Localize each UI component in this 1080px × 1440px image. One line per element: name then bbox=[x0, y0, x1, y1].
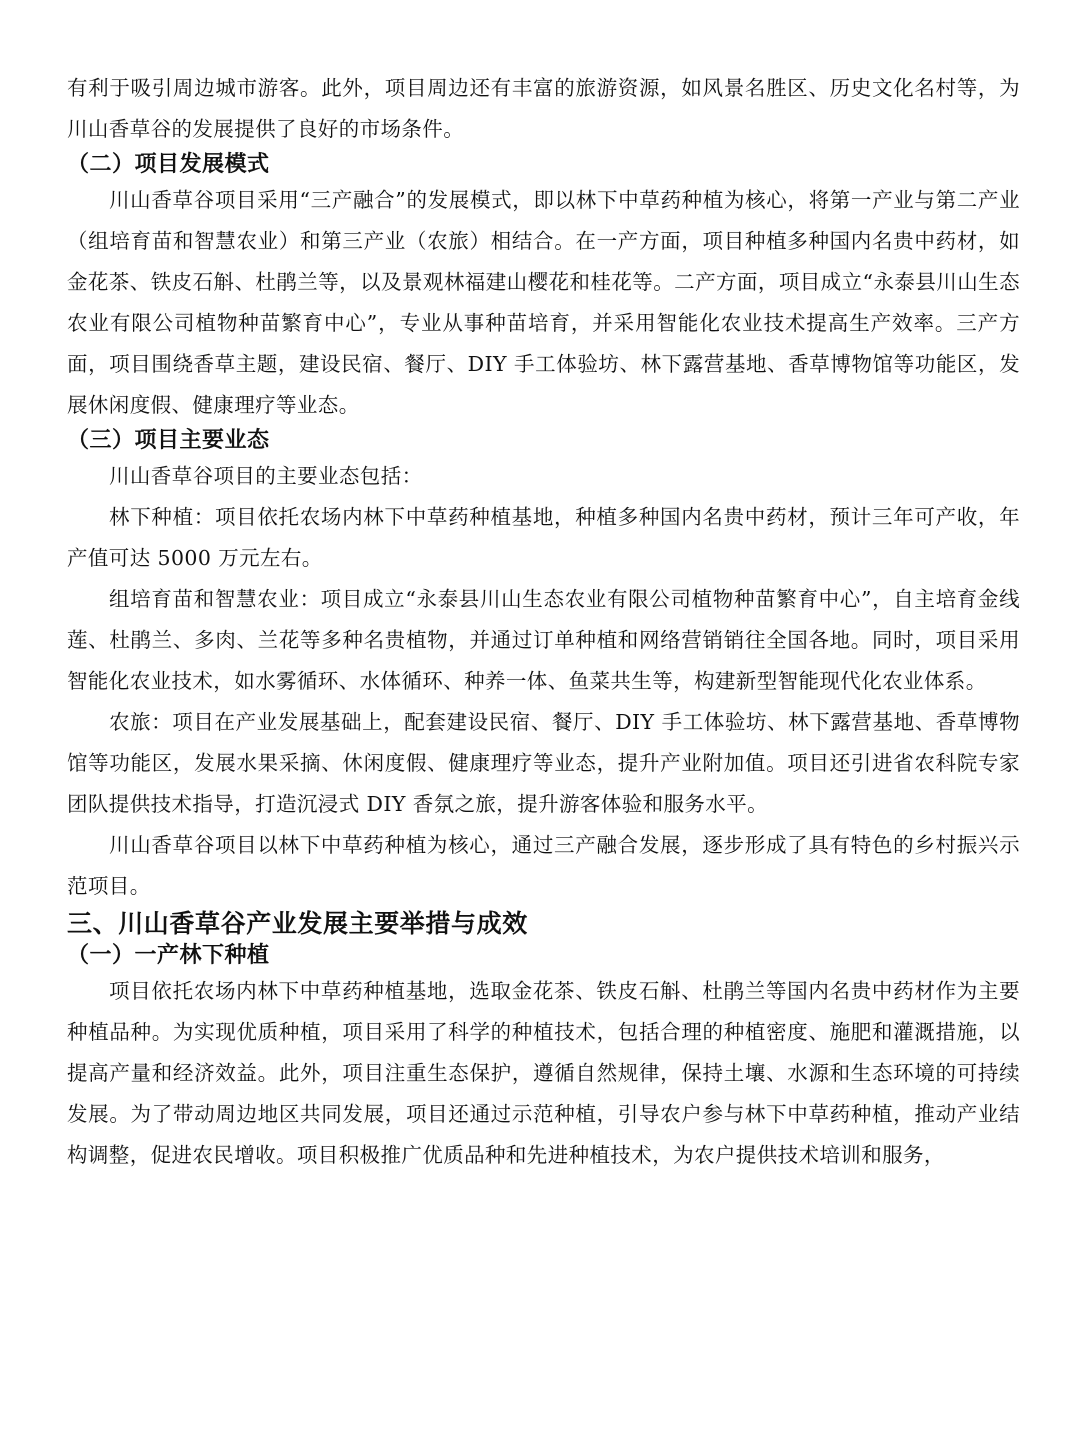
heading-primary-industry: （一）一产林下种植 bbox=[67, 943, 270, 968]
paragraph-market-conditions: 有利于吸引周边城市游客。此外，项目周边还有丰富的旅游资源，如风景名胜区、历史文化名村等，为川山香草谷的发展提供了良好的市场条件。 bbox=[67, 76, 1020, 141]
heading-main-business: （三）项目主要业态 bbox=[67, 428, 270, 453]
paragraph-tissue-culture: 组培育苗和智慧农业：项目成立“永泰县川山生态农业有限公司植物种苗繁育中心”，自主培育金线莲、杜鹃兰、多肉、兰花等多种名贵植物，并通过订单种植和网络营销销往全国各地。同时，项目采用智能化农业技术，如水雾循环、水体循环、种养一体、鱼菜共生等，构建新型智能现代化农业体系。 bbox=[67, 587, 1020, 693]
paragraph-development-mode: 川山香草谷项目采用“三产融合”的发展模式，即以林下中草药种植为核心，将第一产业与第二产业（组培育苗和智慧农业）和第三产业（农旅）相结合。在一产方面，项目种植多种国内名贵中药材，如金花茶、铁皮石斛、杜鹃兰等，以及景观林福建山樱花和桂花等。二产方面，项目成立“永泰县川山生态农业有限公司植物种苗繁育中心”，专业从事种苗培育，并采用智能化农业技术提高生产效率。三产方面，项目围绕香草主题，建设民宿、餐厅、DIY 手工体验坊、林下露营基地、香草博物馆等功能区，发展休闲度假、健康理疗等业态。 bbox=[67, 188, 1020, 417]
paragraph-business-intro: 川山香草谷项目的主要业态包括： bbox=[109, 464, 423, 488]
heading-development-mode: （二）项目发展模式 bbox=[67, 152, 270, 177]
paragraph-primary-industry: 项目依托农场内林下中草药种植基地，选取金花茶、铁皮石斛、杜鹃兰等国内名贵中药材作为主要种植品种。为实现优质种植，项目采用了科学的种植技术，包括合理的种植密度、施肥和灌溉措施，以提高产量和经济效益。此外，项目注重生态保护，遵循自然规律，保持土壤、水源和生态环境的可持续发展。为了带动周边地区共同发展，项目还通过示范种植，引导农户参与林下中草药种植，推动产业结构调整，促进农民增收。项目积极推广优质品种和先进种植技术，为农户提供技术培训和服务， bbox=[67, 979, 1020, 1167]
paragraph-agritourism: 农旅：项目在产业发展基础上，配套建设民宿、餐厅、DIY 手工体验坊、林下露营基地、香草博物馆等功能区，发展水果采摘、休闲度假、健康理疗等业态，提升产业附加值。项目还引进省农科院专家团队提供技术指导，打造沉浸式 DIY 香氛之旅，提升游客体验和服务水平。 bbox=[67, 710, 1020, 816]
paragraph-summary: 川山香草谷项目以林下中草药种植为核心，通过三产融合发展，逐步形成了具有特色的乡村振兴示范项目。 bbox=[67, 833, 1020, 898]
paragraph-forest-planting: 林下种植：项目依托农场内林下中草药种植基地，种植多种国内名贵中药材，预计三年可产收，年产值可达 5000 万元左右。 bbox=[67, 505, 1020, 570]
heading-section-three: 三、川山香草谷产业发展主要举措与成效 bbox=[67, 909, 528, 938]
